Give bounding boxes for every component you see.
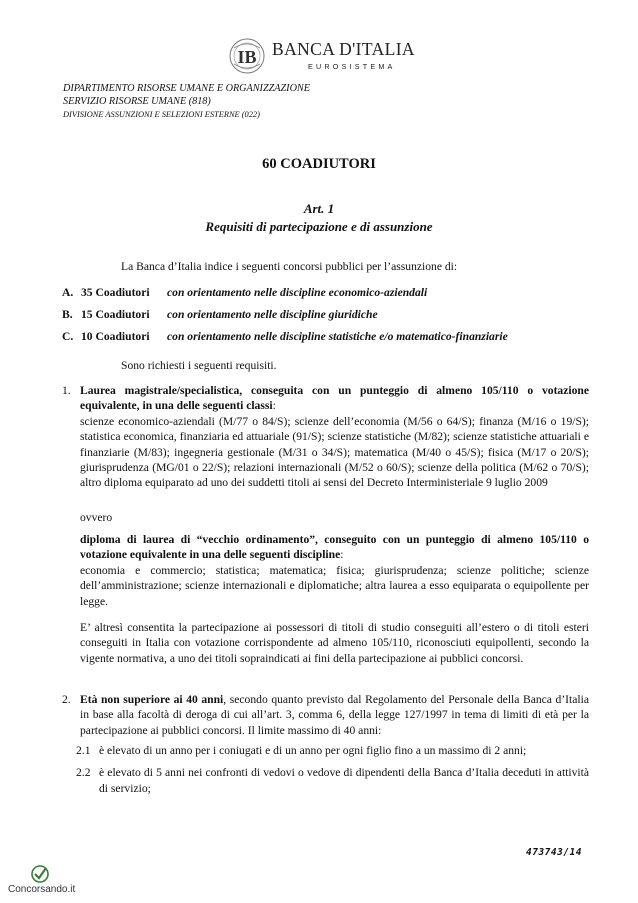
department-line-3: DIVISIONE ASSUNZIONI E SELEZIONI ESTERNE (022) [63,110,260,119]
subitem-2-1: è elevato di un anno per i coniugati e di un anno per ogni figlio fino a un massimo di 2 anni; [99,744,527,757]
category-letter: B. [62,308,73,321]
requirement-1-old-heading: diploma di laurea di “vecchio ordinamento”, conseguito con un punteggio di almeno 105/110 o votazione equivalente in una delle seguenti discipline [80,533,589,562]
requirement-2-age [80,692,589,738]
department-line-2: SERVIZIO RISORSE UMANE (818) [63,96,211,107]
category-description: con orientamento nelle discipline economico-aziendali [167,286,428,299]
requirement-2-heading: Età non superiore ai 40 anni [80,693,224,706]
bank-name: BANCA D'ITALIA [272,39,415,59]
category-a [62,285,427,300]
requirement-1-classes: scienze economico-aziendali (M/77 o 84/S); scienze dell’economia (M/56 o 64/S); finanza (M/16 o 19/S); statistica economica, finanziaria ed attuariale (91/S); scienze statistiche (M/82); scienze statistiche attuariali e finanziarie (M/83); ingegneria gestionale (M/31 o 34/S); matematica (M/40 o 45/S); fisica (M/17 o 20/S); giurisprudenza (MG/01 o 22/S); relazioni internazionali (M/52 o 60/S); scienze della politica (M/62 o 70/S); altro diploma equiparato ad uno dei suddetti titoli ai sensi del Decreto Interministeriale 9 luglio 2009 [80,414,589,490]
document-title: 60 COADIUTORI [262,156,376,172]
category-count: 15 Coadiutori [81,308,150,321]
category-letter: C. [62,330,74,343]
bank-emblem-icon [228,36,266,76]
requirement-2-text: , secondo quanto previsto dal Regolamento del Personale della Banca d’Italia in base alla facoltà di deroga di cui all’art. 3, comma 6, della legge 127/1997 in tema di limiti di età per la partecipazione ai pubblici concorsi. Il limite massimo di 40 anni: [80,693,589,737]
subitem-2-2-number: 2.2 [76,766,91,779]
department-header [63,82,310,121]
requirement-1-number: 1. [62,384,71,397]
document-number: 473743/14 [526,847,582,858]
requirement-1-heading: Laurea magistrale/specialistica, conseguita con un punteggio di almeno 105/110 o votazione equivalente, in una delle seguenti classi [80,384,589,413]
category-letter: A. [62,286,74,299]
watermark [8,864,78,898]
bank-subtitle: EUROSISTEMA [308,62,396,71]
colon: : [272,399,276,413]
subitem-2-2: è elevato di 5 anni nei confronti di vedovi o vedove di dipendenti della Banca d’Italia deceduti in attività di servizio; [99,766,589,795]
category-b [62,307,378,322]
requirement-1-foreign: E’ altresì consentita la partecipazione ai possessori di titoli di studio conseguiti all’estero o di titoli esteri conseguiti in Italia con votazione corrispondente ad almeno 105/110, riconosciuti equipollenti, secondo la vigente normativa, a uno dei titoli sopraindicati ai fini della partecipazione ai pubblici concorsi. [80,621,589,665]
checkmark-logo-icon [30,864,50,884]
intro-paragraph: La Banca d’Italia indice i seguenti concorsi pubblici per l’assunzione di: [121,260,458,273]
requirement-2-number: 2. [62,693,71,706]
department-line-1: DIPARTIMENTO RISORSE UMANE E ORGANIZZAZIONE [63,83,310,94]
article-number: Art. 1 [303,201,335,216]
article-title: Requisiti di partecipazione e di assunzione [205,219,433,234]
requirements-intro: Sono richiesti i seguenti requisiti. [121,359,277,372]
category-count: 35 Coadiutori [81,286,150,299]
category-description: con orientamento nelle discipline statistiche e/o matematico-finanziarie [167,330,508,343]
article-heading [0,200,638,236]
requirement-1-disciplines: economia e commercio; statistica; matematica; fisica; giurisprudenza; scienze politiche; scienze dell’amministrazione; scienze internazionali e diplomatiche; altra laurea a esso equiparata o equipollente per legge. [80,563,589,608]
requirement-1-ovvero: ovvero [80,511,113,524]
requirement-1-old-degree [80,532,589,609]
svg-text:IB: IB [237,47,257,67]
watermark-text: Concorsando.it [8,884,76,895]
requirement-1-degree [80,383,589,491]
category-description: con orientamento nelle discipline giuridiche [167,308,378,321]
subitem-2-1-number: 2.1 [76,744,91,757]
colon: : [340,548,344,562]
category-c [62,329,508,344]
banca-italia-logo [228,36,428,76]
category-count: 10 Coadiutori [81,330,150,343]
